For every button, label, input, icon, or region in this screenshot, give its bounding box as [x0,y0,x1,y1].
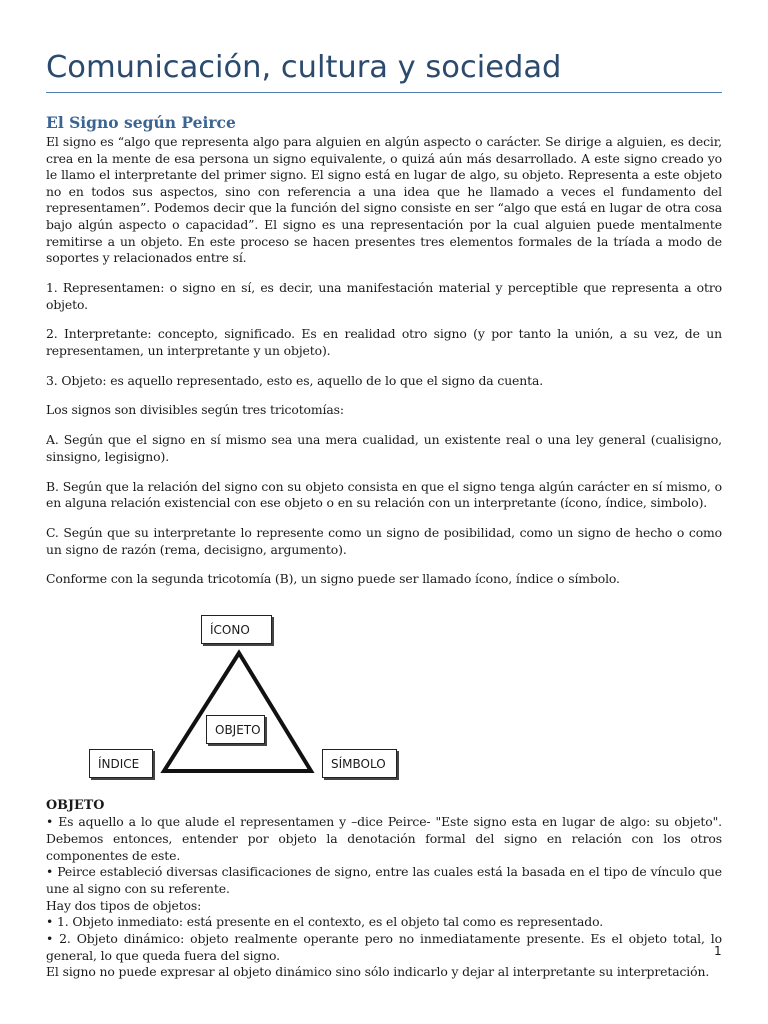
objeto-heading: OBJETO [46,798,105,814]
document-page [46,48,722,981]
paragraph-representamen: 1. Representamen: o signo en sí, es decir, una manifestación material y perceptible que representa a otro objeto. [46,279,722,312]
diagram-label-simbolo: SÍMBOLO [322,749,397,778]
section-heading: El Signo según Peirce [46,113,236,132]
document-title: Comunicación, cultura y sociedad [46,50,562,85]
paragraph-tricotomia-a: A. Según que el signo en sí mismo sea una mera cualidad, un existente real o una ley general (cualisigno, sinsigno, legisigno). [46,432,722,464]
objeto-line: El signo no puede expresar al objeto dinámico sino sólo indicarlo y dejar al interpretante su interpretación. [46,964,710,980]
objeto-line: Hay dos tipos de objetos: [46,897,202,913]
sign-triangle-diagram [46,601,722,797]
objeto-line: • 1. Objeto inmediato: está presente en el contexto, es el objeto tal como es representado. [46,914,604,930]
paragraph-objeto: 3. Objeto: es aquello representado, esto es, aquello de lo que el signo da cuenta. [46,372,544,388]
diagram-label-icono: ÍCONO [201,615,272,644]
paragraph-intro: El signo es “algo que representa algo para alguien en algún aspecto o carácter. Se dirige a alguien, es decir, crea en la mente de esa persona un signo equivalente, o quizá aún más desarrollado. A este signo creado yo le llamo el interpretante del primer signo. El signo está en lugar de algo, su objeto. Representa a este objeto no en todos sus aspectos, sino con referencia a una idea que he llamado a veces el fundamento del representamen”. Podemos decir que la función del signo consiste en ser “algo que está en lugar de otra cosa bajo algún aspecto o capacidad”. El signo es una representación por la cual alguien puede mentalmente remitirse a un objeto. En este proceso se hacen presentes tres elementos formales de la tríada a modo de soportes y relacionados entre sí. [46,134,722,266]
paragraph-tricotomia-b: B. Según que la relación del signo con su objeto consista en que el signo tenga algún carácter en sí mismo, o en alguna relación existencial con ese objeto o en su relación con un interpretante (ícono, índice, simbolo). [46,478,722,511]
paragraph-interpretante: 2. Interpretante: concepto, significado. Es en realidad otro signo (y por tanto la unión, a su vez, de un representamen, un interpretante y un objeto). [46,326,722,358]
objeto-line: • 2. Objeto dinámico: objeto realmente operante pero no inmediatamente presente. Es el objeto total, lo general, lo que queda fuera del signo. [46,931,722,963]
objeto-line: • Peirce estableció diversas clasificaciones de signo, entre las cuales está la basada en el tipo de vínculo que une al signo con su referente. [46,864,722,896]
diagram-label-objeto: OBJETO [206,715,265,744]
page-number: 1 [714,944,722,958]
paragraph-conforme: Conforme con la segunda tricotomía (B), un signo puede ser llamado ícono, índice o símbolo. [46,571,620,587]
paragraph-tricotomias: Los signos son divisibles según tres tricotomías: [46,402,344,418]
diagram-label-indice: ÍNDICE [89,749,153,778]
title-divider [46,92,722,93]
objeto-line: • Es aquello a lo que alude el representamen y –dice Peirce- "Este signo esta en lugar de algo: su objeto". Debemos entonces, entender por objeto la denotación formal del signo en relación con los otros componentes de este. [46,814,722,863]
paragraph-tricotomia-c: C. Según que su interpretante lo represente como un signo de posibilidad, como un signo de hecho o como un signo de razón (rema, decisigno, argumento). [46,525,722,557]
